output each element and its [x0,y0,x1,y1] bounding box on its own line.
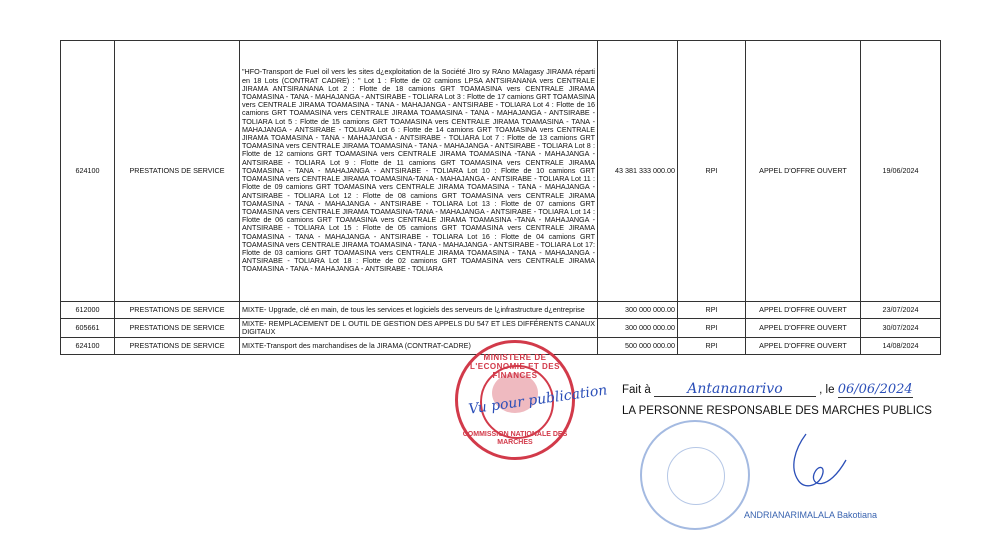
launch-date: 19/06/2024 [861,41,941,302]
amount: 300 000 000.00 [598,302,678,319]
nature: PRESTATIONS DE SERVICE [115,319,240,338]
company-seal [640,420,750,530]
account-code: 624100 [61,41,115,302]
funding-source: RPI [678,302,746,319]
procurement-mode: APPEL D'OFFRE OUVERT [746,302,861,319]
account-code: 612000 [61,302,115,319]
nature: PRESTATIONS DE SERVICE [115,302,240,319]
table-row [61,319,941,338]
table-row [61,302,941,319]
procurement-mode: APPEL D'OFFRE OUVERT [746,41,861,302]
nature: PRESTATIONS DE SERVICE [115,41,240,302]
seal-inner-ring [667,447,725,505]
procurement-mode: APPEL D'OFFRE OUVERT [746,319,861,338]
place-value: Antananarivo [654,382,816,397]
nature: PRESTATIONS DE SERVICE [115,338,240,355]
funding-source: RPI [678,338,746,355]
funding-source: RPI [678,41,746,302]
fait-a-line [622,382,913,398]
object-description: "HFO-Transport de Fuel oil vers les sites d¿exploitation de la Société JIro sy RAno MAlagasy JIRAMA réparti en 18 Lots (CONTRAT CADRE) : " Lot 1 : Flotte de 02 camions LPSA ANTSIRANANA vers CENTRALE JIRAMA ANTSIRANANA Lot 2 : Flotte de 18 camions GRT TOAMASINA vers CENTRALE JIRAMA TOAMASINA - TANA - MAHAJANGA - ANTSIRABE - TOLIARA Lot 3 : Flotte de 17 camions GRT TOAMASINA vers CENTRALE JIRAMA TOAMASINA - TANA - MAHAJANGA - ANTSIRABE - TOLIARA Lot 4 : Flotte de 16 camions GRT TOAMASINA vers CENTRALE JIRAMA TOAMASINA - TANA - MAHAJANGA - ANTSIRABE - TOLIARA Lot 5 : Flotte de 15 camions GRT TOAMASINA vers CENTRALE JIRAMA TOAMASINA - TANA - MAHAJANGA - ANTSIRABE - TOLIARA Lot 6 : Flotte de 14 camions GRT TOAMASINA vers CENTRALE JIRAMA TOAMASINA - TANA - MAHAJANGA - ANTSIRABE - TOLIARA Lot 7 : Flotte de 13 camions GRT TOAMASINA vers CENTRALE JIRAMA TOAMASINA - TANA - MAHAJANGA - ANTSIRABE - TOLIARA Lot 8 : Flotte de 12 camions GRT TOAMASINA vers CENTRALE JIRAMA TOAMASINA -TANA - MAHAJANGA - ANTSIRABE - TOLIARA Lot 9 : Flotte de 11 camions GRT TOAMASINA vers CENTRALE JIRAMA TOAMASINA - TANA - MAHAJANGA - ANTSIRABE - TOLIARA Lot 10 : Flotte de 10 camions GRT TOAMASINA vers CENTRALE JIRAMA TOAMASINA-TANA - MAHAJANGA - ANTSIRABE - TOLIARA Lot 11 : Flotte de 09 camions GRT TOAMASINA vers CENTRALE JIRAMA TOAMASINA - TANA - MAHAJANGA - ANTSIRABE - TOLIARA Lot 12 : Flotte de 08 camions GRT TOAMASINA vers CENTRALE JIRAMA TOAMASINA - TANA - MAHAJANGA - ANTSIRABE - TOLIARA Lot 13 : Flotte de 07 camions GRT TOAMASINA vers CENTRALE JIRAMA TOAMASINA-TANA - MAHAJANGA - ANTSIRABE - TOLIARA Lot 14 : Flotte de 06 camions GRT TOAMASINA vers CENTRALE JIRAMA TOAMASINA -TANA - MAHAJANGA - ANTSIRABE - TOLIARA Lot 15 : Flotte de 05 camions GRT TOAMASINA vers CENTRALE JIRAMA TOAMASINA - TANA - MAHAJANGA - ANTSIRABE - TOLIARA Lot 16 : Flotte de 04 camions GRT TOAMASINA vers CENTRALE JIRAMA TOAMASINA - TANA - MAHAJANGA - ANTSIRABE - TOLIARA Lot 17: Flotte de 03 camions GRT TOAMASINA vers CENTRALE JIRAMA TOAMASINA - TANA - MAHAJANGA - ANTSIRABE - TOLIARA Lot 18 : Flotte de 02 camions GRT TOAMASINA vers CENTRALE JIRAMA TOAMASINA - TANA - MAHAJANGA - ANTSIRABE - TOLIARA [240,41,598,302]
procurement-table [60,40,941,355]
le-label: , le [819,384,835,396]
amount: 500 000 000.00 [598,338,678,355]
signature-date: 06/06/2024 [837,382,913,397]
launch-date: 23/07/2024 [861,302,941,319]
launch-date: 30/07/2024 [861,319,941,338]
object-description: MIXTE-Transport des marchandises de la JIRAMA (CONTRAT-CADRE) [240,338,598,355]
account-code: 624100 [61,338,115,355]
signer-name: ANDRIANARIMALALA Bakotiana [744,510,878,520]
fait-a-label: Fait à [622,384,651,396]
amount: 300 000 000.00 [598,319,678,338]
stamp-top-text: MINISTERE DE L'ECONOMIE ET DES FINANCES [470,353,560,380]
table-row [61,41,941,302]
amount: 43 381 333 000.00 [598,41,678,302]
handwritten-note: Vu pour publication [467,382,609,418]
object-description: MIXTE- REMPLACEMENT DE L OUTIL DE GESTION DES APPELS DU 547 ET LES DIFFÉRENTS CANAUX DIGITAUX [240,319,598,338]
stamp-bottom-text: COMMISSION NATIONALE DES MARCHES [462,431,568,446]
funding-source: RPI [678,319,746,338]
signature-icon [788,430,848,500]
object-description: MIXTE- Upgrade, clé en main, de tous les services et logiciels des serveurs de l¿infrastructure d¿entreprise [240,302,598,319]
launch-date: 14/08/2024 [861,338,941,355]
account-code: 605661 [61,319,115,338]
procurement-mode: APPEL D'OFFRE OUVERT [746,338,861,355]
responsible-title: LA PERSONNE RESPONSABLE DES MARCHES PUBLICS [622,405,932,417]
